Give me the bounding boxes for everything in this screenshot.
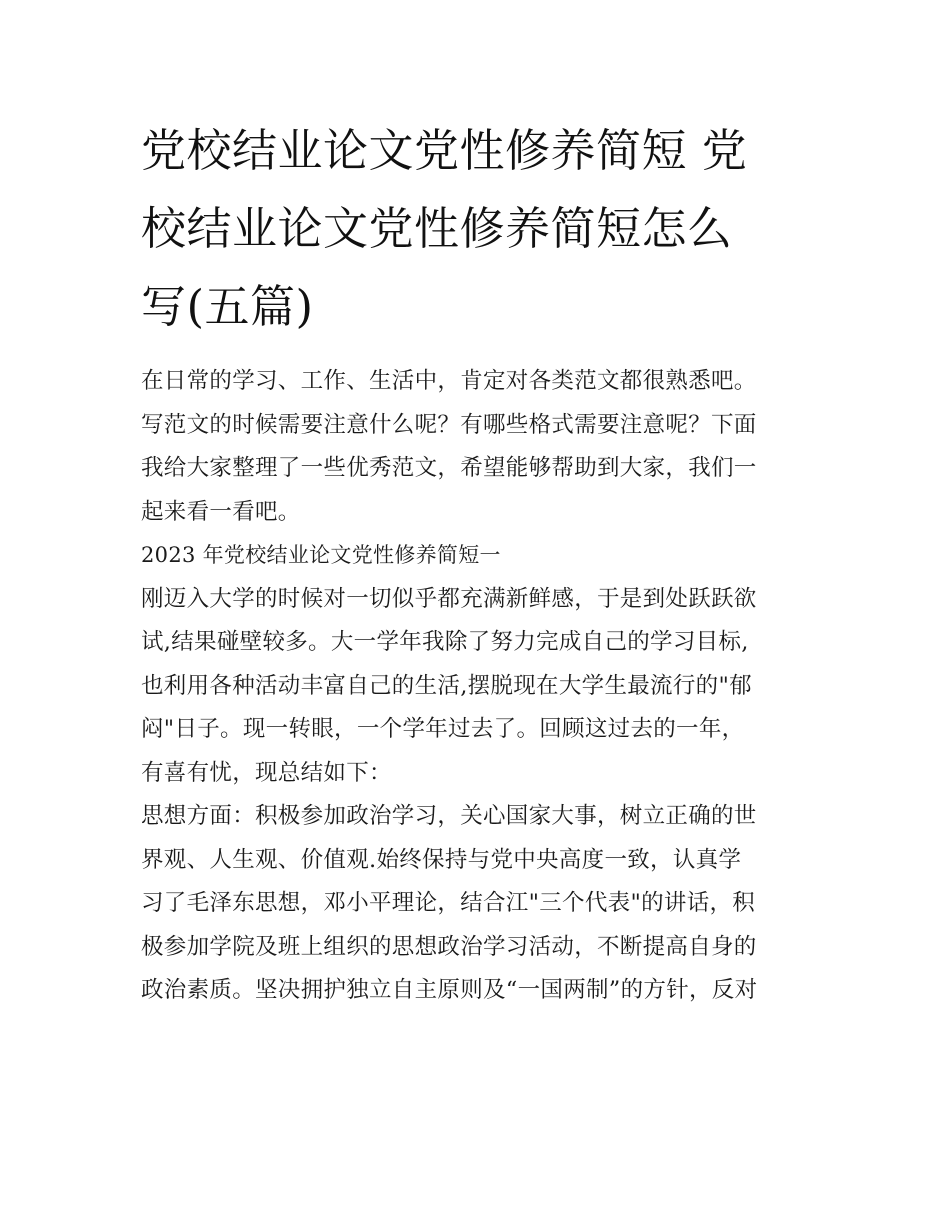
text-line: 习了毛泽东思想，邓小平理论，结合江"三个代表"的讲话，积	[141, 890, 756, 916]
text-line: 刚迈入大学的时候对一切似乎都充满新鲜感，于是到处跃跃欲	[141, 585, 757, 612]
text-line: 也利用各种活动丰富自己的生活,摆脱现在大学生最流行的"郁	[141, 672, 752, 699]
intro-paragraph	[141, 360, 813, 534]
title-line: 校结业论文党性修养简短怎么	[141, 202, 733, 255]
title-line: 写(五篇)	[141, 280, 314, 333]
paragraph-2	[141, 795, 813, 1013]
text-line: 政治素质。坚决拥护独立自主原则及“一国两制”的方针，反对	[141, 977, 758, 1003]
text-line: 试,结果碰壁较多。大一学年我除了努力完成自己的学习目标,	[141, 629, 749, 655]
document-body	[141, 360, 813, 1013]
text-line: 我给大家整理了一些优秀范文，希望能够帮助到大家，我们一	[141, 455, 757, 481]
text-line: 极参加学院及班上组织的思想政治学习活动，不断提高自身的	[141, 933, 757, 960]
document-page	[141, 112, 813, 1013]
text-line: 界观、人生观、价值观.始终保持与党中央高度一致，认真学	[141, 846, 742, 873]
text-line: 有喜有忧，现总结如下：	[141, 759, 392, 786]
text-line: 起来看一看吧。	[141, 498, 301, 525]
text-line: 闷"日子。现一转眼，一个学年过去了。回顾这过去的一年，	[141, 716, 745, 742]
title-line: 党校结业论文党性修养简短 党	[141, 124, 748, 177]
paragraph-1	[141, 578, 813, 796]
text-line: 在日常的学习、工作、生活中，肯定对各类范文都很熟悉吧。	[141, 368, 757, 394]
text-line: 写范文的时候需要注意什么呢？有哪些格式需要注意呢？下面	[141, 411, 757, 438]
document-title	[141, 112, 813, 346]
text-line: 思想方面：积极参加政治学习，关心国家大事，树立正确的世	[141, 803, 757, 829]
section-heading: 2023 年党校结业论文党性修养简短一	[141, 543, 501, 567]
